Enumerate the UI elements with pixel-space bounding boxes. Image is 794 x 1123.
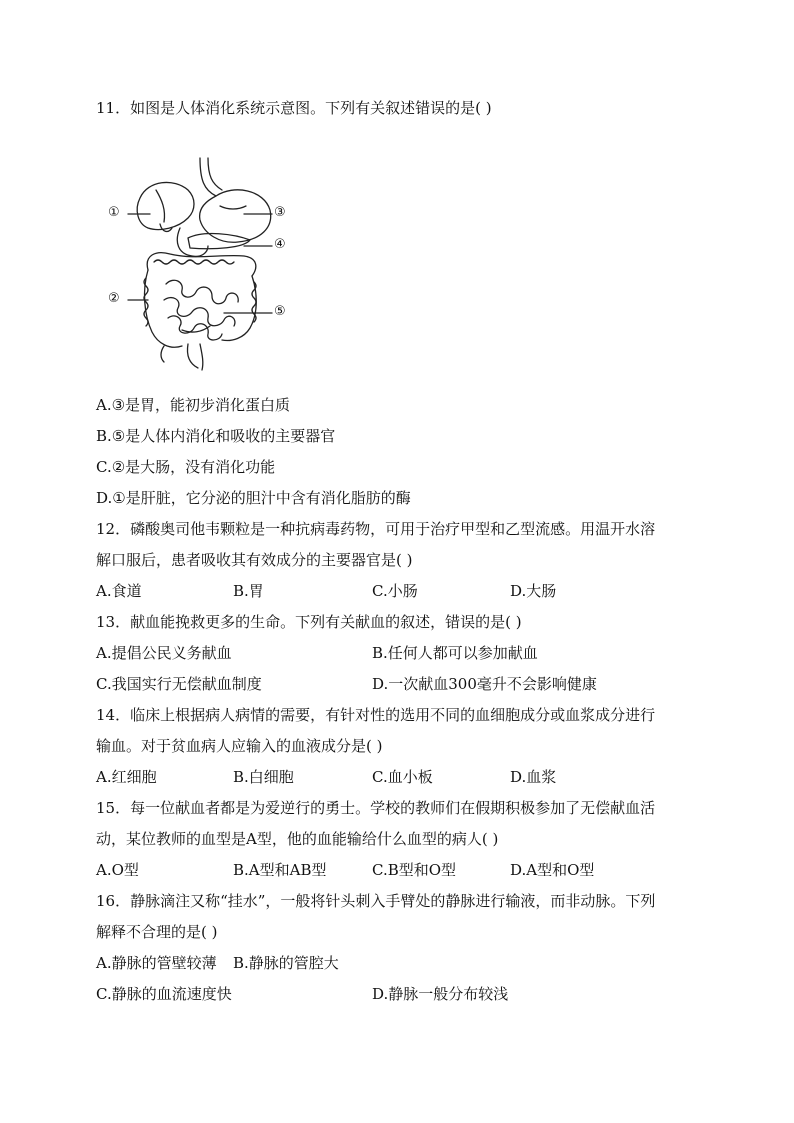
question-12-stem-line-1: 12．磷酸奥司他韦颗粒是一种抗病毒药物，可用于治疗甲型和乙型流感。用温开水溶 [96, 520, 656, 538]
question-14-option-d: D.血浆 [510, 768, 557, 786]
question-12-option-d: D.大肠 [510, 582, 557, 600]
figure-label-5: ⑤ [274, 304, 286, 319]
question-13-option-b: B.任何人都可以参加献血 [372, 644, 538, 662]
question-12-option-b: B.胃 [233, 582, 264, 600]
question-16-option-d: D.静脉一般分布较浅 [372, 985, 509, 1003]
question-11-option-c: C.②是大肠，没有消化功能 [96, 458, 276, 476]
question-15-option-d: D.A型和O型 [510, 861, 595, 879]
question-15-option-a: A.O型 [96, 861, 139, 879]
question-16-option-c: C.静脉的血流速度快 [96, 985, 232, 1003]
question-16-option-a: A.静脉的管壁较薄 [96, 954, 217, 972]
question-13-option-d: D.一次献血300毫升不会影响健康 [372, 675, 597, 693]
question-15-option-c: C.B型和O型 [372, 861, 457, 879]
question-15-stem-line-2: 动，某位教师的血型是A型，他的血能输给什么血型的病人( ) [96, 830, 499, 848]
question-11-option-a: A.③是胃，能初步消化蛋白质 [96, 396, 291, 414]
figure-label-2: ② [108, 291, 120, 306]
question-11-option-b: B.⑤是人体内消化和吸收的主要器官 [96, 427, 336, 445]
question-11-option-d: D.①是肝脏，它分泌的胆汁中含有消化脂肪的酶 [96, 489, 411, 507]
question-16-stem-line-1: 16．静脉滴注又称“挂水”，一般将针头刺入手臂处的静脉进行输液，而非动脉。下列 [96, 892, 656, 910]
question-14-stem-line-1: 14．临床上根据病人病情的需要，有针对性的选用不同的血细胞成分或血浆成分进行 [96, 706, 656, 724]
figure-label-1: ① [108, 205, 120, 220]
question-16-option-b: B.静脉的管腔大 [233, 954, 339, 972]
question-14-option-a: A.红细胞 [96, 768, 157, 786]
question-14-stem-line-2: 输血。对于贫血病人应输入的血液成分是( ) [96, 737, 383, 755]
question-14-option-b: B.白细胞 [233, 768, 294, 786]
question-15-option-b: B.A型和AB型 [233, 861, 327, 879]
question-11-stem: 11．如图是人体消化系统示意图。下列有关叙述错误的是( ) [96, 99, 492, 117]
question-14-option-c: C.血小板 [372, 768, 433, 786]
question-13-stem: 13．献血能挽救更多的生命。下列有关献血的叙述，错误的是( ) [96, 613, 522, 631]
question-13-option-c: C.我国实行无偿献血制度 [96, 675, 262, 693]
figure-label-4: ④ [274, 237, 286, 252]
question-12-option-c: C.小肠 [372, 582, 418, 600]
figure-label-3: ③ [274, 205, 286, 220]
question-15-stem-line-1: 15．每一位献血者都是为爱逆行的勇士。学校的教师们在假期积极参加了无偿献血活 [96, 799, 656, 817]
digestive-system-diagram [104, 150, 304, 375]
question-12-stem-line-2: 解口服后，患者吸收其有效成分的主要器官是( ) [96, 551, 413, 569]
question-16-stem-line-2: 解释不合理的是( ) [96, 923, 218, 941]
question-13-option-a: A.提倡公民义务献血 [96, 644, 232, 662]
question-12-option-a: A.食道 [96, 582, 142, 600]
